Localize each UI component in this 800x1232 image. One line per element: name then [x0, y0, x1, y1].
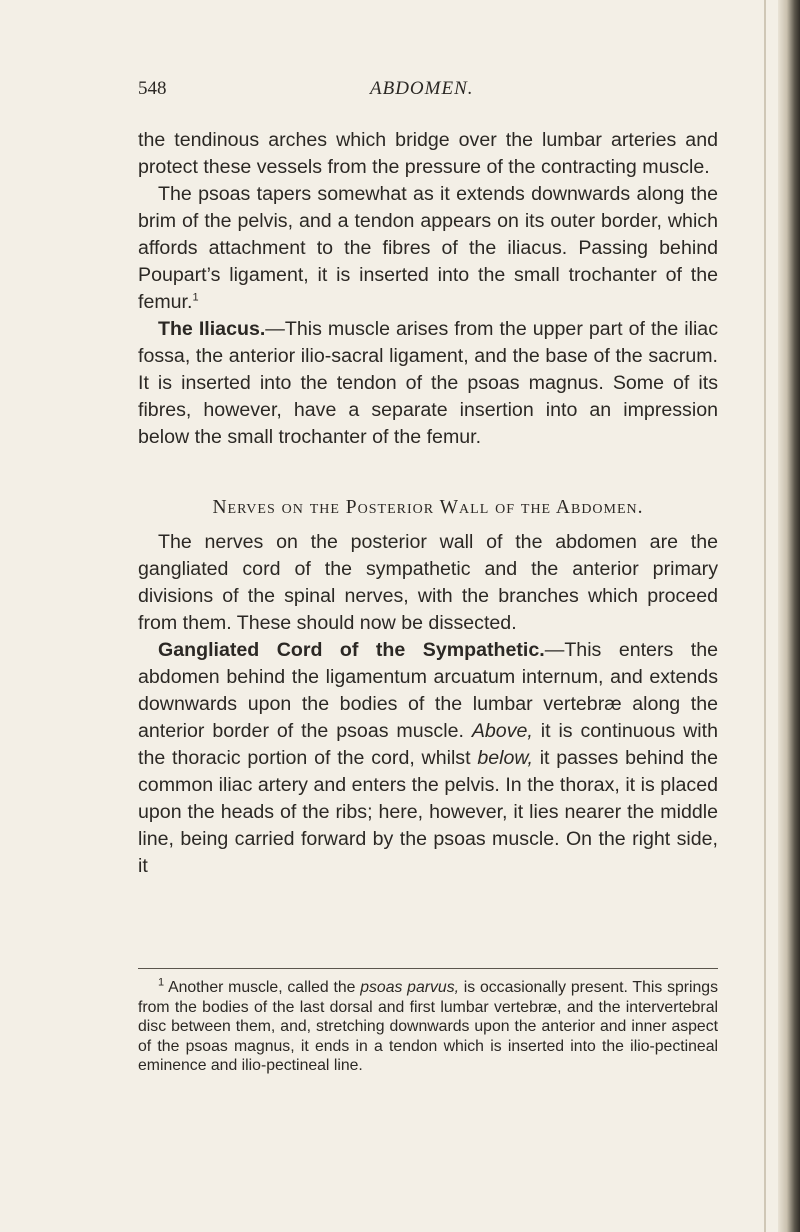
paragraph-title-iliacus: The Iliacus. [158, 318, 266, 340]
paragraph-gangliated-cord [138, 637, 718, 880]
footnote-divider [138, 968, 718, 969]
italic-above: Above, [471, 720, 533, 742]
paragraph-text-b: it is continuous with the thoracic portion of the cord, whilst [138, 720, 718, 769]
paragraph-iliacus [138, 316, 718, 451]
paragraph-psoas-text: The psoas tapers somewhat as it extends downwards along the brim of the pelvis, and a tendon appears on its outer border, which affords attachment to the fibres of the iliacus. Passing behind Poupart’s ligament, it is inserted into the small trochanter of the femur. [138, 183, 718, 313]
paragraph-nerves: The nerves on the posterior wall of the abdomen are the gangliated cord of the sympathetic and the anterior primary divisions of the spinal nerves, with the branches which proceed from them. These should now be dissected. [138, 531, 718, 634]
paragraph-text-a: —This enters the abdomen behind the ligamentum arcuatum internum, and extends downwards upon the bodies of the lumbar vertebræ along the anterior border of the psoas muscle. [138, 639, 718, 742]
footnote [138, 978, 718, 1076]
running-title: ABDOMEN. [370, 78, 474, 99]
page-header [138, 78, 718, 102]
paragraph-title-gangliated-cord: Gangliated Cord of the Sympathetic. [158, 639, 545, 661]
footnote-text-b: is occasionally present. This springs from the bodies of the last dorsal and first lumbar vertebræ, and the intervertebral disc between them, and, stretching downwards upon the anterior and inner aspect of the psoas magnus, it ends in a tendon which is inserted into the ilio-pectineal eminence and ilio-pectineal line. [138, 979, 718, 1074]
paragraph-iliacus-text: —This muscle arises from the upper part of the iliac fossa, the anterior ilio-sacral ligament, and the base of the sacrum. It is inserted into the tendon of the psoas magnus. Some of its fibres, however, have a separate insertion into an impression below the small trochanter of the femur. [138, 318, 718, 448]
paragraph-psoas [138, 181, 718, 316]
paragraph-continued: the tendinous arches which bridge over the lumbar arteries and protect these vessels from the pressure of the contracting muscle. [138, 129, 718, 178]
footnote-reference[interactable]: 1 [192, 291, 199, 304]
footnote-paragraph [138, 978, 718, 1076]
paragraph-text-c: it passes behind the common iliac artery and enters the pelvis. In the thorax, it is placed upon the heads of the ribs; here, however, it lies nearer the middle line, being carried forward by the psoas muscle. On the right side, it [138, 747, 718, 877]
page-gutter-line [764, 0, 766, 1232]
footnote-text-a: Another muscle, called the [168, 979, 356, 996]
footnote-term: psoas parvus, [360, 979, 459, 996]
section-heading: Nerves on the Posterior Wall of the Abdomen. [212, 497, 644, 518]
page-edge-shadow [778, 0, 800, 1232]
italic-below: below, [477, 747, 533, 769]
page-number: 548 [138, 78, 167, 99]
body-text [138, 127, 718, 880]
footnote-marker: 1 [158, 976, 165, 989]
